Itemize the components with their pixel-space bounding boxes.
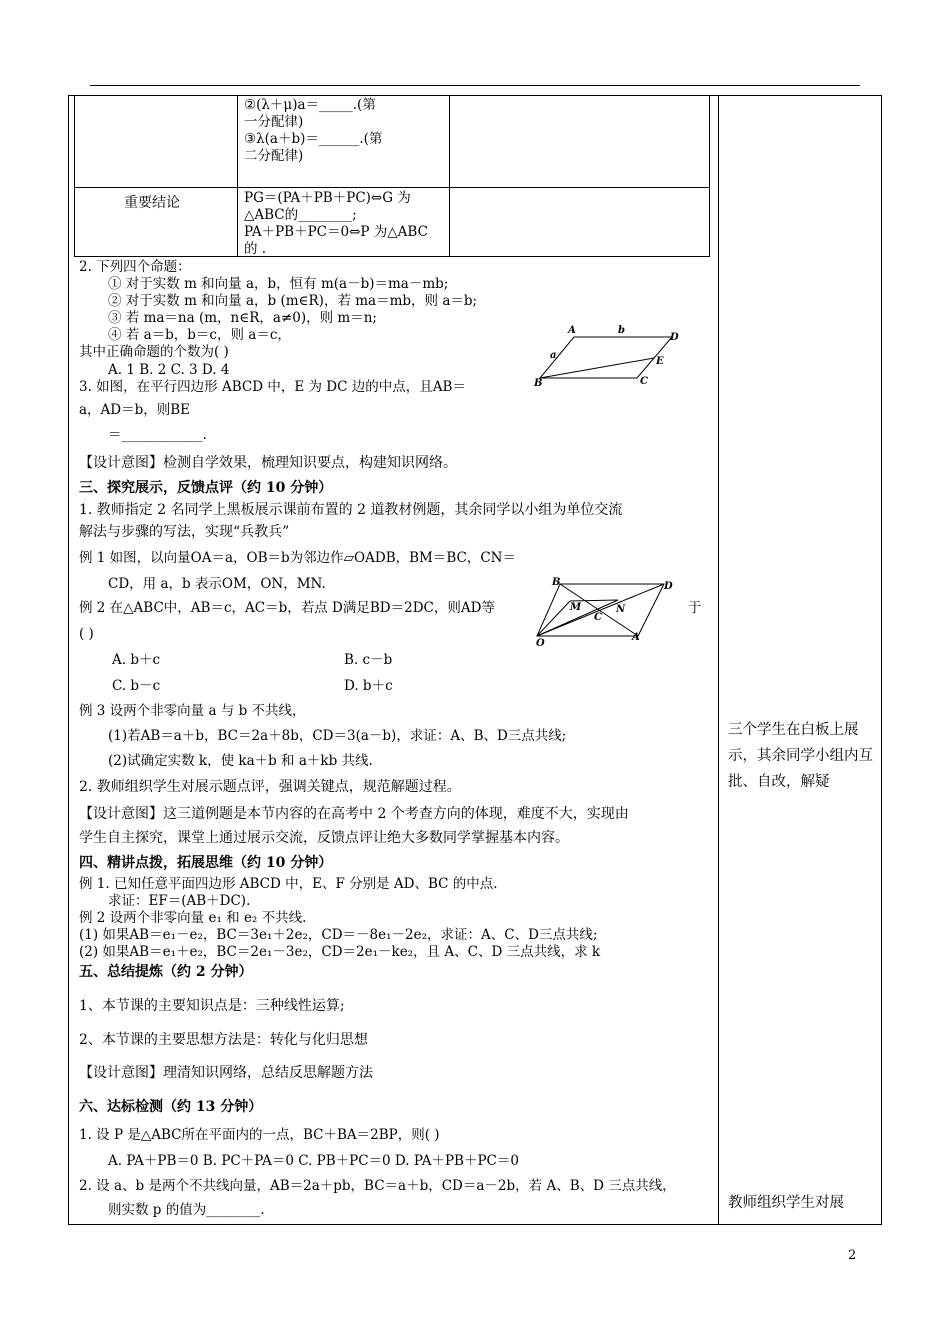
proposition: ④ 若 a＝b，b＝c，则 a＝c， [108,327,291,343]
section-heading: 三、探究展示，反馈点评（约 10 分钟） [79,480,333,496]
paragraph: 2. 教师组织学生对展示题点评，强调关键点，规范解题过程。 [79,779,461,795]
question-2-options: A. 1 B. 2 C. 3 D. 4 [108,362,230,378]
fig2-label: N [616,604,626,615]
notes-column-divider [718,95,719,1225]
fig1-label: b [618,325,625,336]
fig2-label: D [664,581,673,592]
section-heading: 五、总结提炼（约 2 分钟） [79,964,253,980]
paragraph: 1. 教师指定 2 名同学上黑板展示课前布置的 2 道教材例题，其余同学以小组为单位交流 [79,502,623,518]
parallelogram-figure-2 [530,574,678,648]
fig1-label: B [534,378,543,388]
question-2-ask: 其中正确命题的个数为( ) [79,344,229,360]
example: 于 [688,600,702,616]
table-law-line: ②(λ＋μ)a＝_____.(第 [244,97,376,113]
table-law-line: 一分配律) [244,114,304,130]
fig1-label: A [568,325,576,336]
choice: C. b－c [112,678,161,694]
table-col-divider [449,95,450,256]
table-law-line: ③λ(a＋b)＝______.(第 [244,131,383,147]
fig2-label: M [570,602,582,613]
conclusion-line: PG＝(PA＋PB＋PC)⇔G 为 [244,190,411,206]
test-question: 1. 设 P 是△ABC所在平面内的一点，BC＋BA＝2BP，则( ) [79,1127,440,1143]
parallelogram-figure-1 [532,322,682,388]
example-part: (2) 如果AB＝e₁＋e₂，BC＝2e₁－3e₂，CD＝2e₁－ke₂，且 A、C、D 三点共线，求 k [79,944,601,960]
test-question: 则实数 p 的值为________. [108,1202,265,1218]
fig2-label: B [552,577,561,588]
fig1-label: C [640,376,648,387]
example-part: (2)试确定实数 k，使 ka＋b 和 a＋kb 共线. [108,753,373,769]
fig1-label: D [670,332,679,343]
summary-line: 1、本节课的主要知识点是：三种线性运算; [79,998,345,1014]
page-number: 2 [848,1248,857,1263]
summary-line: 2、本节课的主要思想方法是：转化与化归思想 [79,1032,368,1048]
fig1-label: a [550,350,557,361]
example: 例 2 在△ABC中，AB＝c，AC＝b，若点 D满足BD＝2DC，则AD等 [79,600,495,616]
question-2-stem: 2. 下列四个命题： [79,259,191,275]
test-question: 2. 设 a、b 是两个不共线向量，AB＝2a＋pb，BC＝a＋b，CD＝a－2b，若 A、B、D 三点共线， [79,1178,676,1194]
question-3-answer: ＝____________. [108,427,207,443]
design-intent: 【设计意图】检测自学效果，梳理知识要点，构建知识网络。 [79,455,457,471]
design-intent: 【设计意图】理清知识网络，总结反思解题方法 [79,1065,373,1081]
table-col-divider [237,95,238,256]
fig1-label: E [656,356,664,367]
choice: B. c－b [344,652,393,668]
example: 例 3 设两个非零向量 a 与 b 不共线， [79,703,306,719]
design-intent: 【设计意图】这三道例题是本节内容的在高考中 2 个考查方向的体现，难度不大，实现由 [79,806,629,822]
conclusion-line: PA＋PB＋PC＝0⇔P 为△ABC [244,224,428,240]
fig2-label: A [632,632,640,643]
proposition: ② 对于实数 m 和向量 a，b (m∈R)，若 ma＝mb，则 a＝b; [108,293,478,309]
section-heading: 六、达标检测（约 13 分钟） [79,1099,263,1115]
example-blank: ( ) [79,626,94,642]
fig2-label: C [594,612,602,623]
question-3-stem: 3. 如图，在平行四边形 ABCD 中，E 为 DC 边的中点，且AB＝ [79,379,466,395]
paragraph: 解法与步骤的写法，实现“兵教兵” [79,524,290,540]
fig2-label: O [536,638,545,648]
example: 求证：EF＝(AB＋DC). [108,893,251,909]
example-part: (1)若AB＝a＋b，BC＝2a＋8b，CD＝3(a－b)，求证：A、B、D三点共线; [108,728,567,744]
example: 例 2 设两个非零向量 e₁ 和 e₂ 不共线. [79,910,307,926]
proposition: ① 对于实数 m 和向量 a，b，恒有 m(a－b)＝ma－mb; [108,276,449,292]
example: 例 1 如图，以向量OA＝a，OB＝b为邻边作▱OADB，BM＝BC，CN＝ [79,550,516,566]
conclusion-line: △ABC的________; [244,207,357,223]
header-rule [90,85,860,86]
conclusion-line: 的 . [244,241,267,257]
example: CD，用 a，b 表示OM，ON，MN. [108,576,326,592]
example-part: (1) 如果AB＝e₁－e₂，BC＝3e₁＋2e₂，CD＝－8e₁－2e₂，求证：A、C、D三点共线; [79,927,598,943]
design-intent: 学生自主探究，课堂上通过展示交流，反馈点评让绝大多数同学掌握基本内容。 [79,830,569,846]
example: 例 1. 已知任意平面四边形 ABCD 中，E、F 分别是 AD、BC 的中点. [79,876,498,892]
proposition: ③ 若 ma＝na (m，n∈R，a≠0)，则 m＝n; [108,310,377,326]
side-note: 教师组织学生对展 [728,1195,844,1211]
test-options: A. PA＋PB＝0 B. PC＋PA＝0 C. PB＋PC＝0 D. PA＋PB＋PC＝0 [108,1153,519,1169]
choice: D. b＋c [344,678,393,694]
choice: A. b＋c [112,652,161,668]
question-3-stem: a，AD＝b，则BE [79,402,191,418]
table-law-line: 二分配律) [244,148,304,164]
table-row-divider [75,187,709,188]
side-note: 三个学生在白板上展示，其余同学小组内互批、自改，解疑 [728,722,873,790]
section-heading: 四、精讲点拨，拓展思维（约 10 分钟） [79,855,333,871]
conclusion-label: 重要结论 [124,195,180,211]
